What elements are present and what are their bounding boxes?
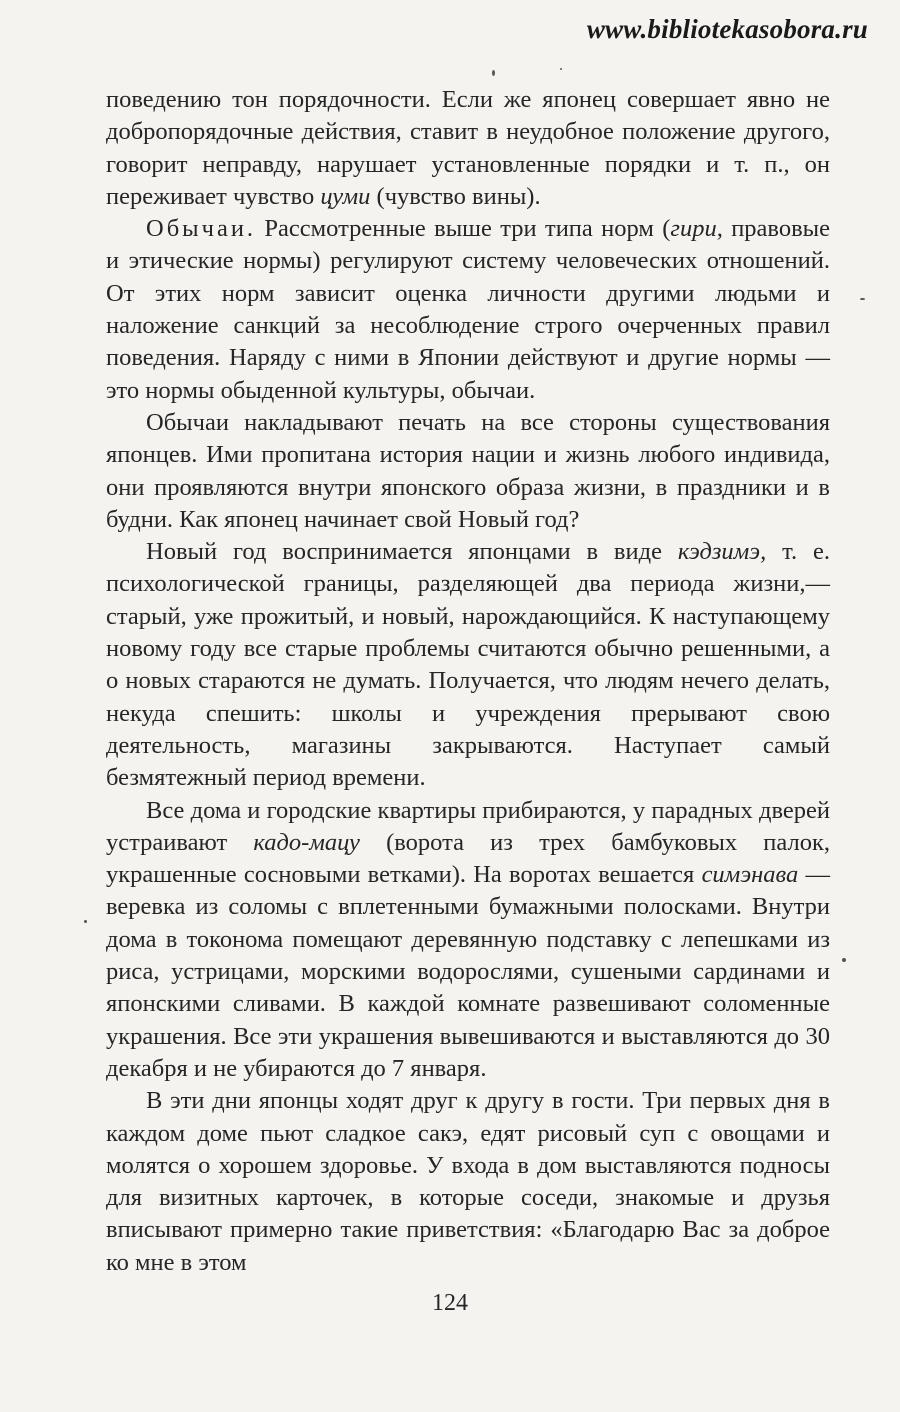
scan-speck bbox=[842, 958, 846, 962]
paragraph-2: Обычаи. Рассмотренные выше три типа норм (гири, правовые и этические нормы) регулируют систему человеческих отношений. От этих норм зависит оценка личности другими людьми и наложение санкций за несоблюдение строго очерченных правил поведения. Наряду с ними в Японии действуют и другие нормы — это нормы обыденной культуры, обычаи. bbox=[106, 215, 830, 404]
page-number: 124 bbox=[432, 1290, 468, 1316]
paragraph-4: Новый год воспринимается японцами в виде кэдзимэ, т. е. психологической границы, разделяющей два периода жизни,— старый, уже прожитый, и новый, нарождающийся. К наступающему новому году все старые проблемы считаются обычно решенными, а о новых стараются не думать. Получается, что людям нечего делать, некуда спешить: школы и учреждения прерывают свою деятельность, магазины закрываются. Наступает самый безмятежный период времени. bbox=[106, 538, 830, 792]
paragraph-1: поведению тон порядочности. Если же японец совершает явно не добропорядочные действия, ставит в неудобное положение другого, говорит неправду, нарушает установленные порядки и т. п., он переживает чувство цуми (чувство вины). bbox=[106, 86, 830, 210]
section-lead-heading: Обычаи. bbox=[146, 215, 257, 243]
paragraph-3: Обычаи накладывают печать на все стороны существования японцев. Ими пропитана история нации и жизнь любого индивида, они проявляются внутри японского образа жизни, в праздники и в будни. Как японец начинает свой Новый год? bbox=[106, 408, 830, 533]
website-watermark: www.bibliotekasobora.ru bbox=[586, 14, 868, 44]
paragraph-5: Все дома и городские квартиры прибираются, у парадных дверей устраивают кадо-мацу (ворота из трех бамбуковых палок, украшенные сосновыми ветками). На воротах вешается симэнава — веревка из соломы с вплетенными бумажными полосками. Внутри дома в токонома помещают деревянную подставку с лепешками из риса, устрицами, морскими водорослями, сушеными сардинами и японскими сливами. В каждой комнате развешивают соломенные украшения. Все эти украшения вывешиваются и выставляются до 30 декабря и не убираются до 7 января. bbox=[106, 796, 830, 1082]
page-body-text bbox=[106, 84, 830, 1279]
scan-speck bbox=[560, 68, 562, 70]
paragraph-6: В эти дни японцы ходят друг к другу в гости. Три первых дня в каждом доме пьют сладкое сакэ, едят рисовый суп с овощами и молятся о хорошем здоровье. У входа в дом выставляются подносы для визитных карточек, в которые соседи, знакомые и друзья вписывают примерно такие приветствия: «Благодарю Вас за доброе ко мне в этом bbox=[106, 1087, 830, 1276]
scan-speck bbox=[84, 920, 87, 923]
scan-speck bbox=[492, 70, 495, 76]
scan-speck bbox=[860, 298, 865, 300]
